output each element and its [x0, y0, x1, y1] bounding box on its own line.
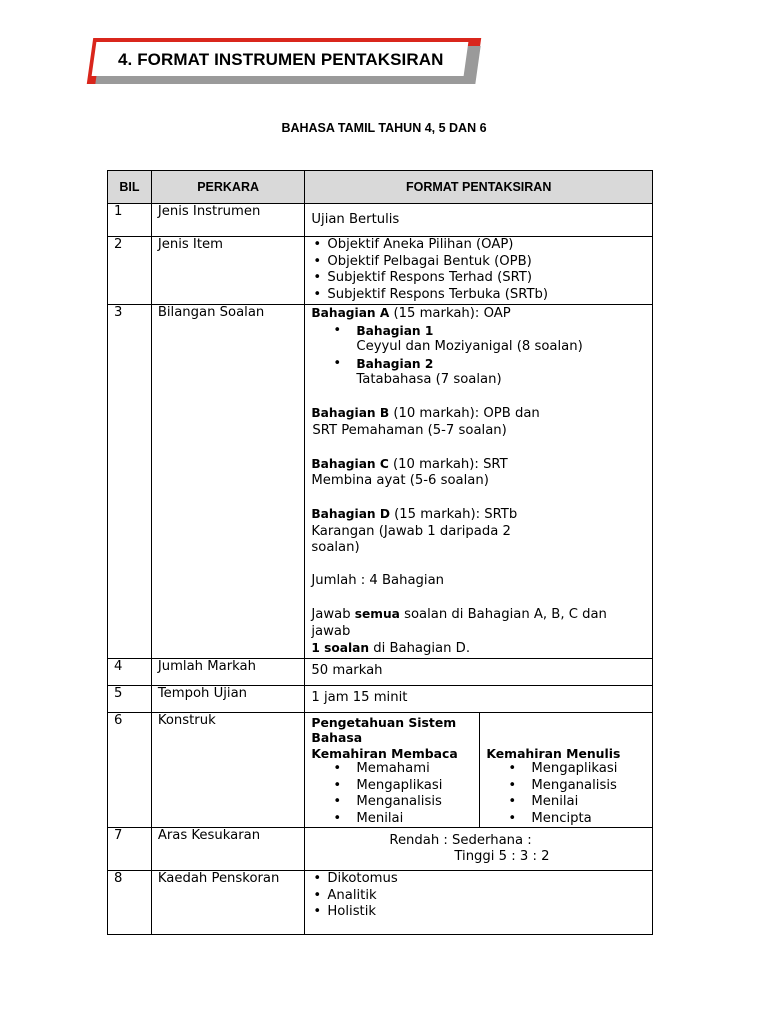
table-row — [108, 712, 653, 828]
section-b-text: (10 markah): OPB dan — [389, 406, 540, 421]
section-d-label: Bahagian D — [311, 507, 390, 521]
answer-instruction-3 — [311, 640, 646, 658]
answer-instruction-2: jawab — [311, 623, 351, 639]
table-row — [108, 685, 653, 712]
scoring-method-list — [311, 871, 646, 921]
table-header-row — [108, 171, 653, 204]
section-c-line — [311, 456, 646, 474]
row-label: Jenis Instrumen — [151, 204, 305, 237]
table-row — [108, 305, 653, 659]
column-header-perkara: PERKARA — [151, 171, 305, 204]
table-row — [108, 828, 653, 871]
row-number: 7 — [108, 828, 152, 871]
list-item: • Subjektif Respons Terbuka (SRTb) — [311, 287, 646, 304]
row-number: 2 — [108, 237, 152, 305]
section-c-text: (10 markah): SRT — [388, 456, 508, 472]
page-subtitle: BAHASA TAMIL TAHUN 4, 5 DAN 6 — [281, 121, 487, 135]
construct-table — [305, 713, 652, 828]
row-value — [305, 871, 653, 935]
writing-skills-list — [486, 761, 646, 827]
list-item — [311, 323, 646, 356]
row-number: 5 — [108, 685, 152, 712]
row-label: Jumlah Markah — [151, 658, 305, 685]
construct-heading-writing: Kemahiran Menulis — [486, 745, 621, 761]
row-value: 50 markah — [305, 658, 653, 685]
row-value: Ujian Bertulis — [305, 204, 653, 237]
total-sections: Jumlah : 4 Bahagian — [311, 573, 445, 588]
column-header-format: FORMAT PENTAKSIRAN — [305, 171, 653, 204]
page-title: 4. FORMAT INSTRUMEN PENTAKSIRAN — [118, 50, 444, 69]
section-banner — [88, 38, 486, 88]
part-1-label: • Bahagian 1 — [356, 323, 434, 338]
row-value: 1 jam 15 minit — [305, 685, 653, 712]
row-label: Tempoh Ujian — [151, 685, 305, 712]
part-2-label: • Bahagian 2 — [356, 356, 434, 371]
section-b-line — [311, 405, 646, 423]
construct-heading-reading: Kemahiran Membaca — [311, 745, 458, 761]
part-2-text: Tatabahasa (7 soalan) — [356, 372, 502, 387]
construct-right — [480, 713, 652, 828]
answer-text: di Bahagian D. — [369, 641, 471, 656]
section-d-detail-1: Karangan (Jawab 1 daripada 2 — [311, 523, 511, 539]
row-label: Aras Kesukaran — [151, 828, 305, 871]
table-row — [108, 204, 653, 237]
table-row — [108, 658, 653, 685]
table-row — [108, 871, 653, 935]
section-d-detail-2: soalan) — [311, 540, 360, 555]
list-item: • Analitik — [311, 888, 646, 905]
row-value — [305, 237, 653, 305]
list-item: • Objektif Aneka Pilihan (OAP) — [311, 237, 646, 254]
section-a-text: (15 markah): OAP — [389, 306, 511, 321]
list-item: • Menilai — [311, 811, 473, 828]
row-number: 1 — [108, 204, 152, 237]
item-type-list — [311, 237, 646, 303]
row-label: Konstruk — [151, 712, 305, 828]
list-item: • Menilai — [486, 794, 646, 811]
column-header-bil: BIL — [108, 171, 152, 204]
list-item: • Holistik — [311, 904, 646, 921]
section-d-line — [311, 506, 646, 524]
row-value — [305, 828, 653, 871]
row-number: 8 — [108, 871, 152, 935]
answer-all-bold: semua — [354, 607, 400, 621]
list-item: • Mencipta — [486, 811, 646, 828]
list-item: • Mengaplikasi — [486, 761, 646, 778]
section-b-label: Bahagian B — [311, 406, 390, 420]
section-a-line — [311, 305, 646, 323]
list-item: • Memahami — [311, 761, 473, 778]
answer-text: soalan di Bahagian A, B, C dan — [399, 607, 607, 622]
list-item: • Dikotomus — [311, 871, 646, 888]
row-number: 4 — [108, 658, 152, 685]
list-item: • Menganalisis — [486, 778, 646, 795]
table-row — [108, 237, 653, 305]
reading-skills-list — [311, 761, 473, 827]
list-item — [311, 356, 646, 389]
section-a-label: Bahagian A — [311, 306, 390, 320]
answer-one-bold: 1 soalan — [311, 641, 370, 655]
row-label: Bilangan Soalan — [151, 305, 305, 659]
construct-heading-language: Pengetahuan Sistem Bahasa — [311, 714, 457, 745]
construct-left — [305, 713, 480, 828]
part-1-text: Ceyyul dan Moziyanigal (8 soalan) — [356, 339, 583, 354]
section-c-detail: Membina ayat (5-6 soalan) — [311, 473, 489, 488]
section-c-label: Bahagian C — [311, 456, 389, 471]
answer-instruction-1 — [311, 606, 646, 624]
format-table — [107, 170, 653, 935]
row-number: 3 — [108, 305, 152, 659]
row-value — [305, 712, 653, 828]
list-item: • Subjektif Respons Terhad (SRT) — [311, 270, 646, 287]
row-number: 6 — [108, 712, 152, 828]
section-b-detail: SRT Pemahaman (5-7 soalan) — [312, 422, 507, 438]
difficulty-line-1: Rendah : Sederhana : — [389, 832, 532, 848]
difficulty-line-2: Tinggi 5 : 3 : 2 — [454, 849, 550, 864]
list-item: • Mengaplikasi — [311, 778, 473, 795]
answer-text: Jawab — [311, 607, 355, 622]
row-label: Kaedah Penskoran — [151, 871, 305, 935]
row-value — [305, 305, 653, 659]
row-label: Jenis Item — [151, 237, 305, 305]
section-a-parts — [311, 323, 646, 389]
list-item: • Objektif Pelbagai Bentuk (OPB) — [311, 254, 646, 271]
section-d-text: (15 markah): SRTb — [389, 507, 518, 522]
list-item: • Menganalisis — [311, 794, 473, 811]
